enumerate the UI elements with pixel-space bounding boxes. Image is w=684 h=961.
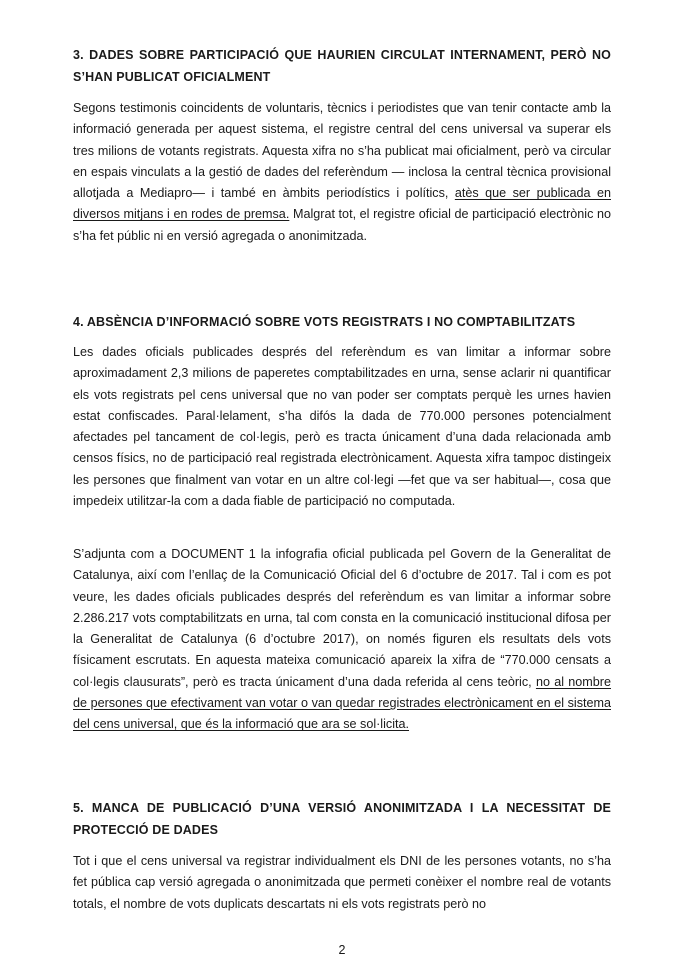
underlined-text-run: no al nombre de persones que efectivament van votar o van quedar registrades electrònicament en el sistema del cens universal, que és la informació que ara se sol·licita. [73,674,611,732]
text-run: Tot i que el cens universal va registrar individualment els DNI de les persones votants, no s’ha fet pública cap versió agregada o anonimitzada que permeti conèixer el nombre real de votants totals, el nombre de vots duplicats descartats ni els vots registrats però no [73,854,611,911]
page-number: 2 [338,943,346,957]
text-run: S’adjunta com a DOCUMENT 1 la infografia oficial publicada pel Govern de la Generalitat de Catalunya, així com l’enllaç de la Comunicació Oficial del 6 d’octubre de 2017. Tal i com es pot veure, les dades oficials publicades després del referèndum es van limitar a informar sobre 2.286.217 vots comptabilitzats en urna, tal com consta en la comunicació institucional difosa per la Generalitat de Catalunya (6 d’octubre 2017), on només figuren els resultats dels vots físicament escrutats. En aquesta mateixa comunicació apareix la xifra de “770.000 censats a col·legis clausurats”, però es tracta únicament d’una dada referida al cens teòric, [73,547,611,689]
text-run: Segons testimonis coincidents de voluntaris, tècnics i periodistes que van tenir contacte amb la informació generada per aquest sistema, el registre central del cens universal va superar els tres milions de votants registrats. Aquesta xifra no s’ha publicat mai oficialment, però va circular en espais vinculats a la gestió de dades del referèndum — inclosa la central tècnica provisional allotjada a Mediapro— i també en àmbits periodístics i polítics, [73,101,611,201]
underlined-text-run: atès que ser publicada en diversos mitjans i en rodes de premsa. [73,186,611,222]
section-4-paragraph-1 [73,342,611,512]
section-4-heading: 4. ABSÈNCIA D’INFORMACIÓ SOBRE VOTS REGISTRATS I NO COMPTABILITZATS [73,315,576,329]
section-3-heading: 3. DADES SOBRE PARTICIPACIÓ QUE HAURIEN CIRCULAT INTERNAMENT, PERÒ NO S’HAN PUBLICAT OFICIALMENT [73,48,611,84]
section-5-paragraph-1 [73,851,611,915]
section-3-paragraph-1 [73,98,611,247]
section-5-heading: 5. MANCA DE PUBLICACIÓ D’UNA VERSIÓ ANONIMITZADA I LA NECESSITAT DE PROTECCIÓ DE DADES [73,801,611,837]
text-run: Malgrat tot, el registre oficial de participació electrònic no s’ha fet públic ni en versió agregada o anonimitzada. [73,207,612,243]
section-4-paragraph-2 [73,544,611,736]
text-run: Les dades oficials publicades després del referèndum es van limitar a informar sobre aproximadament 2,3 milions de paperetes comptabilitzades en urna, sense aclarir ni quantificar els vots registrats pel cens universal que no van poder ser comptats perquè les urnes havien estat confiscades. Paral·lelament, s’ha difós la dada de 770.000 persones potencialment afectades pel tancament de col·legis, però es tracta únicament d’una dada relacionada amb censos físics, no de participació real registrada electrònicament. Aquesta xifra tampoc distingeix les persones que finalment van votar en un altre col·legi —fet que va ser habitual—, cosa que impedeix utilitzar-la com a dada fiable de participació no computada. [73,345,611,509]
